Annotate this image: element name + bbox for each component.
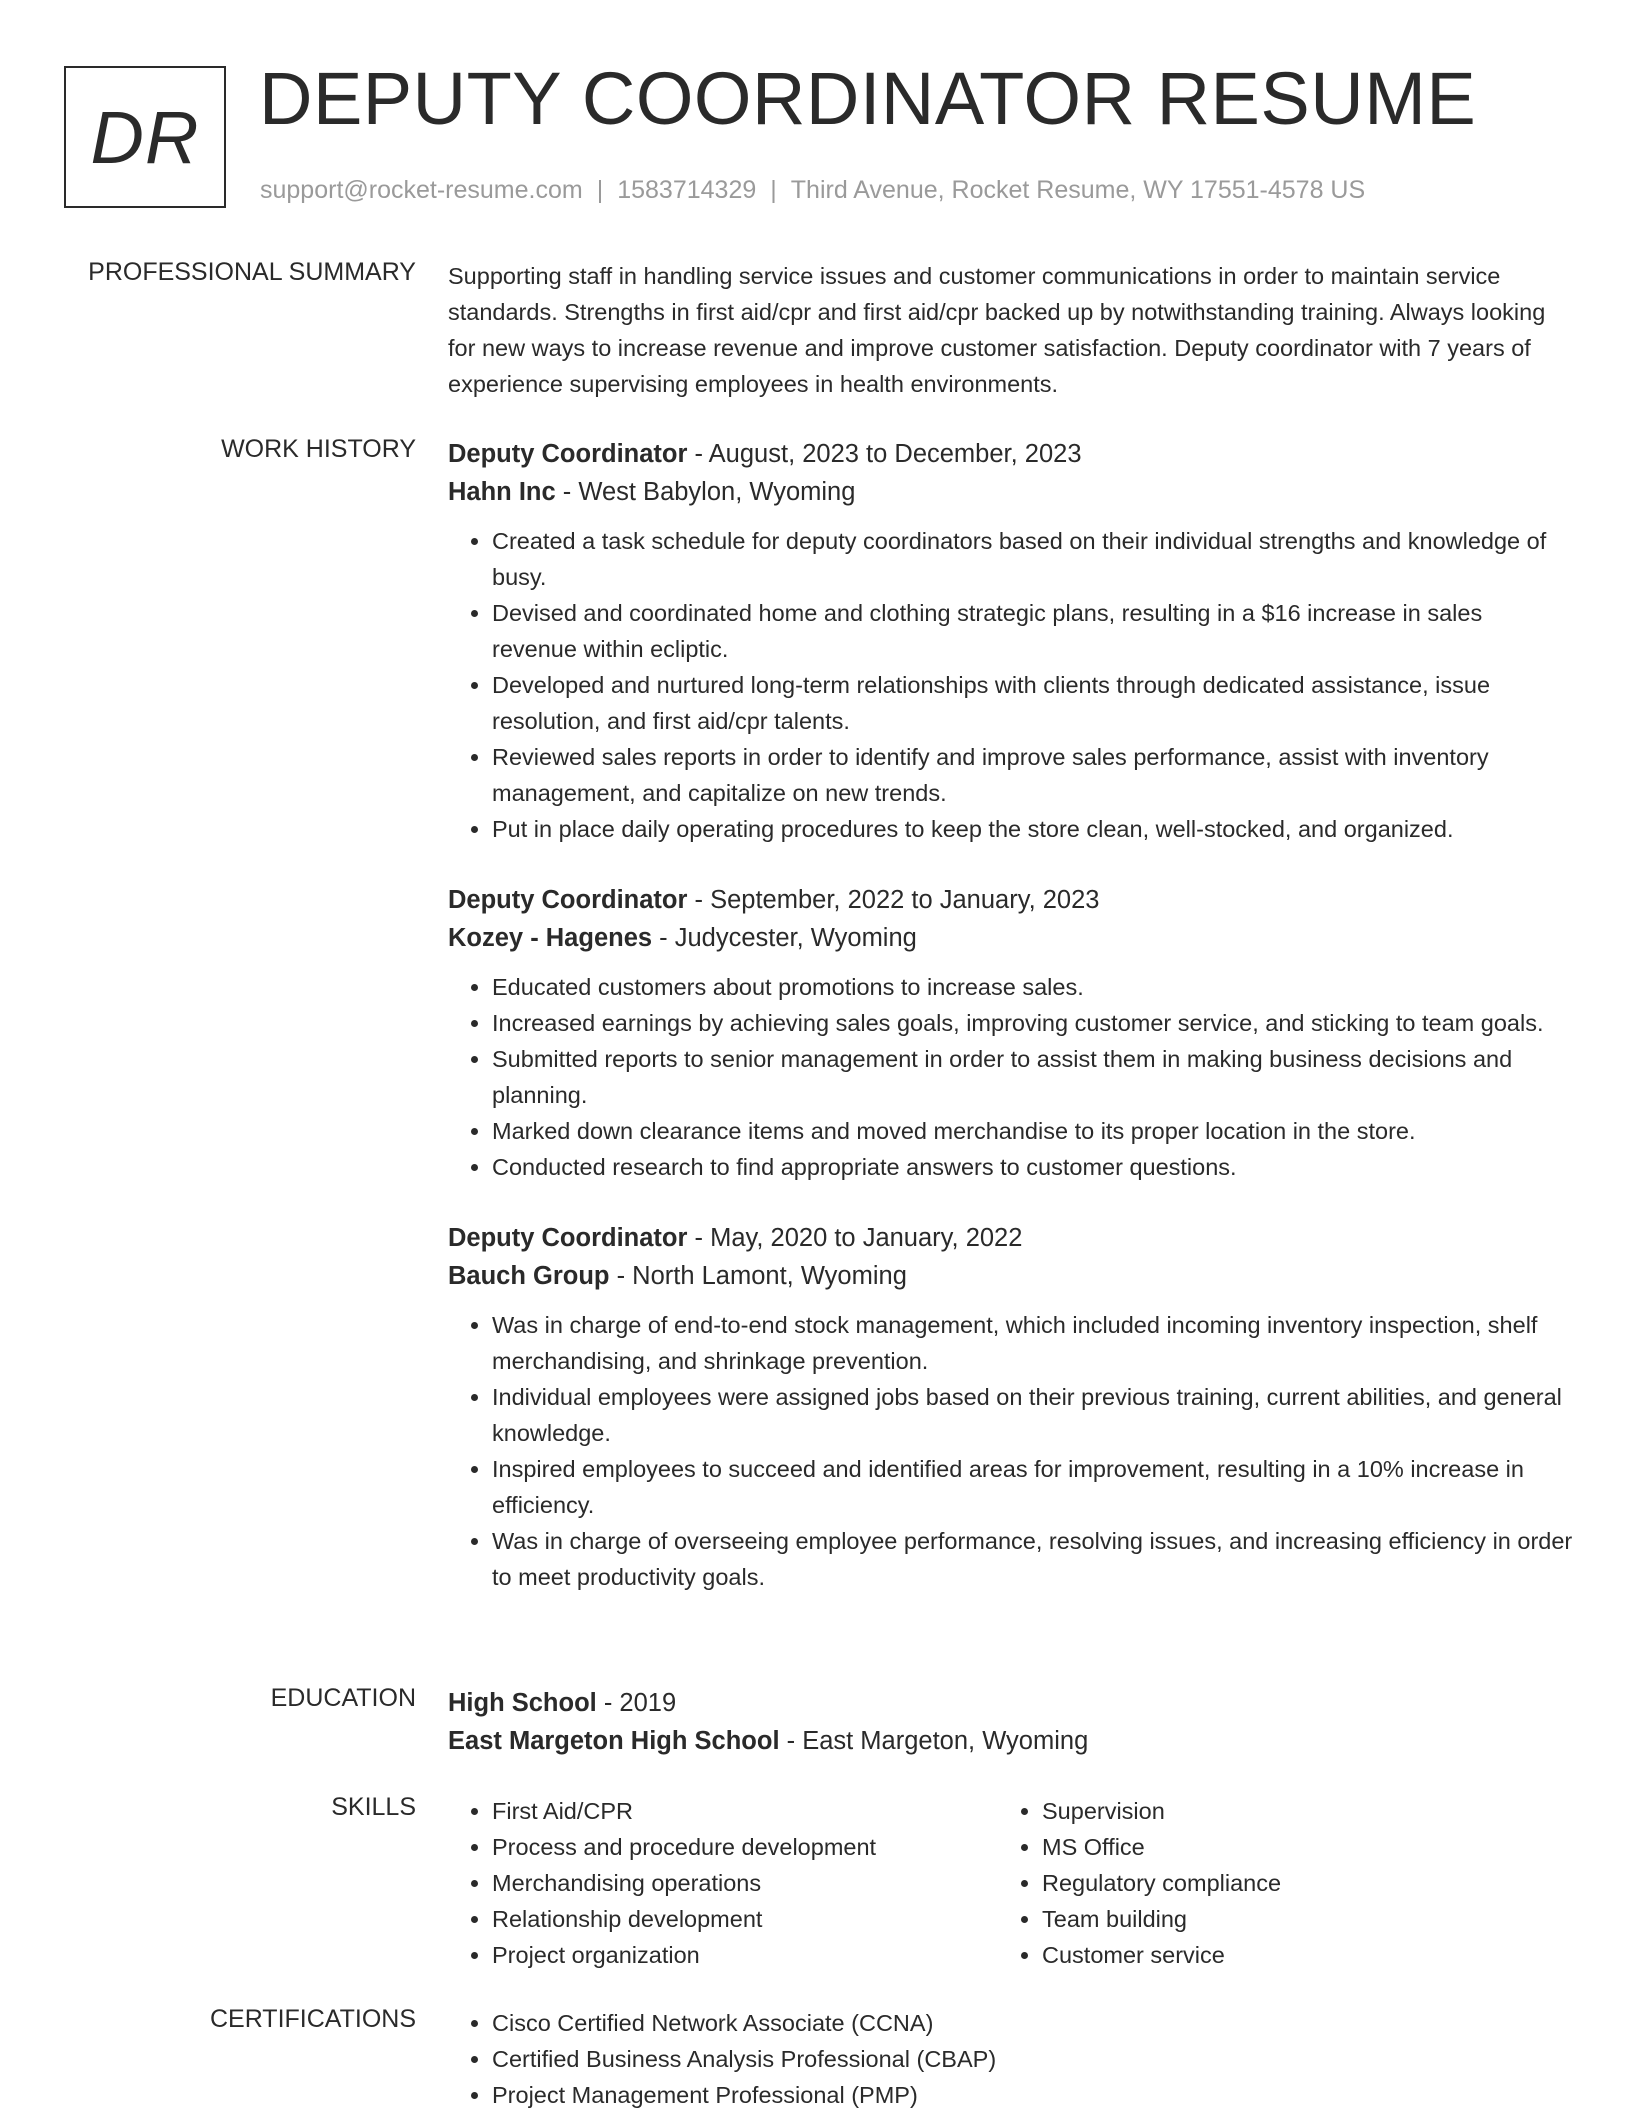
job-bullet-item: • Put in place daily operating procedures to keep the store clean, well-stocked, and organized. <box>492 811 1573 847</box>
section-label: SKILLS <box>331 1793 416 1821</box>
job-location: - West Babylon, Wyoming <box>555 478 856 506</box>
skills-column-left <box>448 1793 998 1973</box>
contact-separator: | <box>770 176 777 204</box>
contact-line <box>260 176 1365 205</box>
initials-text: DR <box>90 95 200 179</box>
job-bullet-item: • Reviewed sales reports in order to identify and improve sales performance, assist with inventory management, and capitalize on new trends. <box>492 739 1573 811</box>
job-bullets <box>448 969 1573 1185</box>
job-title-line <box>448 1219 1573 1257</box>
job-entry <box>448 881 1573 1185</box>
job-company: Hahn Inc <box>448 478 556 506</box>
job-bullet-item: • Inspired employees to succeed and identified areas for improvement, resulting in a 10% increase in efficiency. <box>492 1451 1573 1523</box>
job-bullet-item: • Developed and nurtured long-term relationships with clients through dedicated assistance, issue resolution, and first aid/cpr talents. <box>492 667 1573 739</box>
certification-item: • Project Management Professional (PMP) <box>492 2077 1573 2113</box>
job-dates: - September, 2022 to January, 2023 <box>687 886 1100 914</box>
job-bullets <box>448 1307 1573 1595</box>
job-title: Deputy Coordinator <box>448 886 688 914</box>
education-school: East Margeton High School <box>448 1727 780 1755</box>
certification-item: • Certified Business Analysis Professional (CBAP) <box>492 2041 1573 2077</box>
resume-title: DEPUTY COORDINATOR RESUME <box>259 57 1477 140</box>
summary-text: Supporting staff in handling service issues and customer communications in order to maintain service standards. Strengths in first aid/cpr and first aid/cpr backed up by notwithstanding training. Always looking for new ways to increase revenue and improve customer satisfaction. Deputy coordinator with 7 years of experience supervising employees in health environments. <box>448 263 1546 397</box>
job-bullet-item: • Created a task schedule for deputy coordinators based on their individual strengths and knowledge of busy. <box>492 523 1573 595</box>
job-entry <box>448 1219 1573 1595</box>
section-label: CERTIFICATIONS <box>209 2005 416 2033</box>
education-degree: High School <box>448 1689 597 1717</box>
section-label: PROFESSIONAL SUMMARY <box>88 258 416 286</box>
job-bullet-item: • Marked down clearance items and moved merchandise to its proper location in the store. <box>492 1113 1573 1149</box>
skills-column-right <box>998 1793 1548 1973</box>
job-bullet-item: • Submitted reports to senior management in order to assist them in making business decisions and planning. <box>492 1041 1573 1113</box>
initials-monogram <box>64 66 226 208</box>
job-location: - North Lamont, Wyoming <box>609 1262 907 1290</box>
skill-item: • Process and procedure development <box>492 1829 998 1865</box>
section-label: EDUCATION <box>270 1684 416 1712</box>
job-dates: - August, 2023 to December, 2023 <box>687 440 1082 468</box>
education-year: - 2019 <box>596 1689 677 1717</box>
skills-list <box>448 1793 1573 1973</box>
skill-item: • Supervision <box>1042 1793 1548 1829</box>
skill-item: • Relationship development <box>492 1901 998 1937</box>
job-bullet-item: • Was in charge of end-to-end stock management, which included incoming inventory inspection, shelf merchandising, and shrinkage prevention. <box>492 1307 1573 1379</box>
job-bullets <box>448 523 1573 847</box>
job-bullet-item: • Devised and coordinated home and clothing strategic plans, resulting in a $16 increase in sales revenue within ecliptic. <box>492 595 1573 667</box>
job-title: Deputy Coordinator <box>448 1224 688 1252</box>
job-bullet-item: • Conducted research to find appropriate answers to customer questions. <box>492 1149 1573 1185</box>
skill-item: • Project organization <box>492 1937 998 1973</box>
job-company-line <box>448 919 1573 957</box>
skill-item: • Customer service <box>1042 1937 1548 1973</box>
education-degree-line <box>448 1684 1573 1722</box>
job-title-line <box>448 881 1573 919</box>
skill-item: • MS Office <box>1042 1829 1548 1865</box>
job-entry <box>448 435 1573 847</box>
section-label: WORK HISTORY <box>221 435 416 463</box>
contact-phone: 1583714329 <box>617 176 757 204</box>
education-entry <box>448 1684 1573 1760</box>
contact-separator: | <box>596 176 604 204</box>
job-company: Bauch Group <box>448 1262 610 1290</box>
certifications-list <box>448 2005 1573 2113</box>
contact-address: Third Avenue, Rocket Resume, WY 17551-4578 US <box>790 176 1366 204</box>
job-dates: - May, 2020 to January, 2022 <box>687 1224 1023 1252</box>
job-company: Kozey - Hagenes <box>448 924 653 952</box>
skill-item: • First Aid/CPR <box>492 1793 998 1829</box>
job-bullet-item: • Educated customers about promotions to increase sales. <box>492 969 1573 1005</box>
skill-item: • Merchandising operations <box>492 1865 998 1901</box>
contact-email: support@rocket-resume.com <box>260 176 583 204</box>
job-bullet-item: • Was in charge of overseeing employee performance, resolving issues, and increasing efficiency in order to meet productivity goals. <box>492 1523 1573 1595</box>
job-bullet-item: • Individual employees were assigned jobs based on their previous training, current abilities, and general knowledge. <box>492 1379 1573 1451</box>
job-title-line <box>448 435 1573 473</box>
job-location: - Judycester, Wyoming <box>652 924 917 952</box>
skill-item: • Team building <box>1042 1901 1548 1937</box>
job-company-line <box>448 1257 1573 1295</box>
work-history-list <box>448 435 1573 1629</box>
job-title: Deputy Coordinator <box>448 440 688 468</box>
job-company-line <box>448 473 1573 511</box>
education-school-line <box>448 1722 1573 1760</box>
certifications-items <box>448 2005 1573 2113</box>
skill-item: • Regulatory compliance <box>1042 1865 1548 1901</box>
certification-item: • Cisco Certified Network Associate (CCNA) <box>492 2005 1573 2041</box>
education-location: - East Margeton, Wyoming <box>779 1727 1089 1755</box>
job-bullet-item: • Increased earnings by achieving sales goals, improving customer service, and sticking to team goals. <box>492 1005 1573 1041</box>
